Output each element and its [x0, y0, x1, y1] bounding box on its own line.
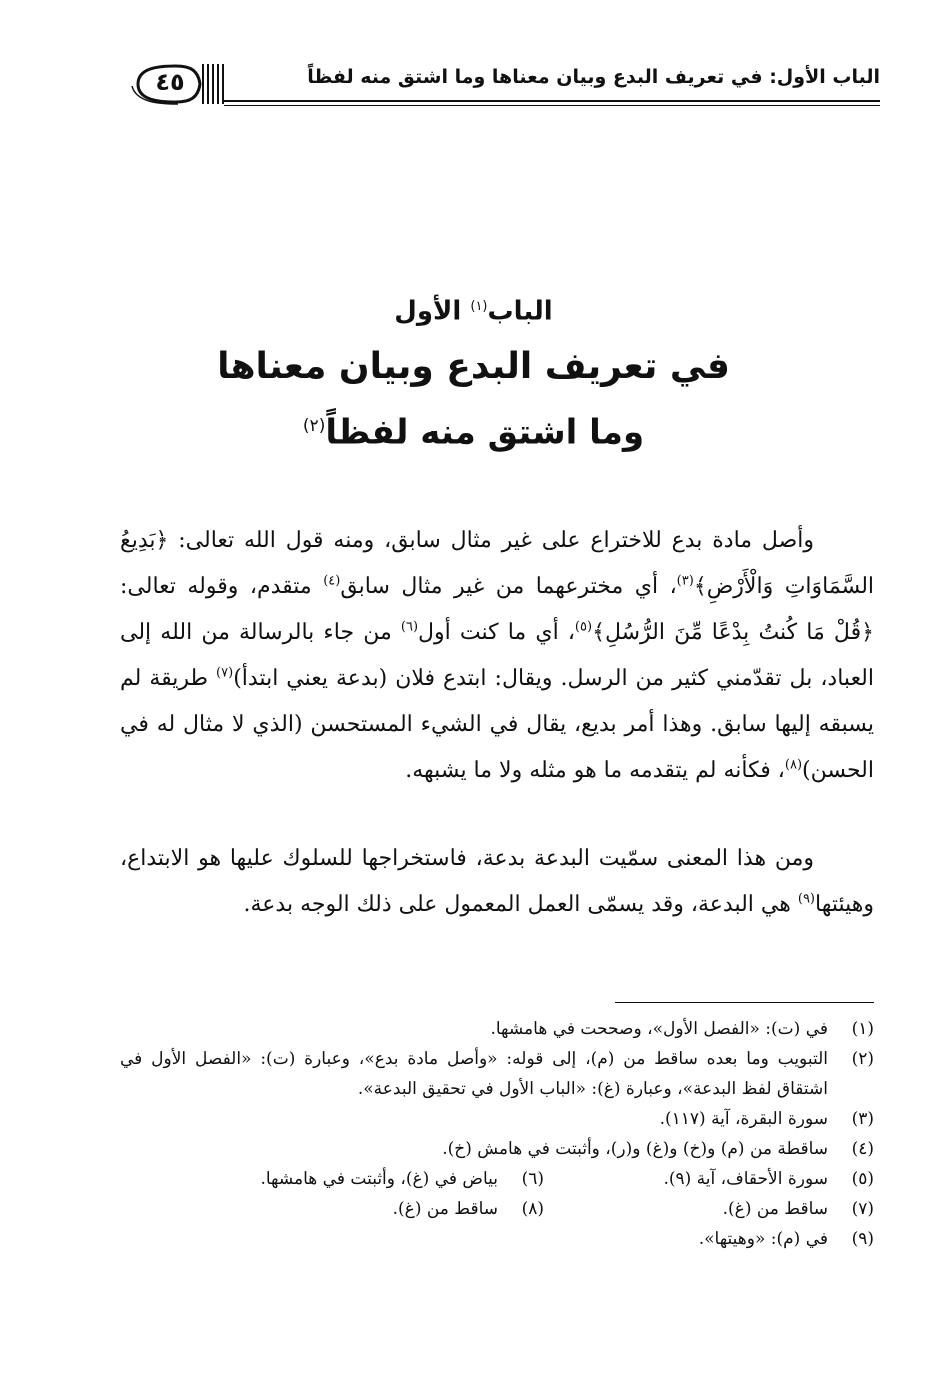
footnote-ref: (٨): [784, 757, 803, 773]
footnote-ref: (٥): [574, 619, 593, 635]
paragraph-2: ومن هذا المعنى سمّيت البدعة بدعة، فاستخراجها للسلوك عليها هو الابتداع، وهيئتها$^{(٩)}$ هي البدعة، وقد يسمّى العمل المعمول على ذلك الوجه بدعة.: [120, 846, 874, 917]
footnote-ref: (٧): [216, 665, 234, 681]
footnote-ref: (٩): [797, 891, 815, 907]
footnote-ref: (٦): [400, 619, 419, 635]
footnote-pair: [120, 1164, 874, 1194]
header-rule-thin: [224, 105, 880, 106]
footnote-ref: (٣): [676, 573, 694, 589]
footnote-ref: (٤): [323, 573, 341, 589]
footnote: (٧) ساقط من (غ).: [722, 1199, 874, 1219]
page-number: ٤٥: [155, 68, 185, 96]
footnote: (٥) سورة الأحقاف، آية (٩).: [663, 1169, 874, 1189]
chapter-title-line: وما اشتق منه لفظاً$^{(٢)}$: [302, 411, 645, 452]
page-header: [128, 62, 880, 106]
header-rule: [224, 100, 880, 102]
footnote: (١) في (ت): «الفصل الأول»، وصححت في هامشها.: [490, 1019, 874, 1039]
footnote-ref: (٢): [302, 415, 326, 436]
footnote-separator: [615, 1002, 874, 1003]
page-number-ornament: [128, 62, 224, 104]
footnote-pair: [120, 1194, 874, 1224]
footnotes: [120, 1014, 874, 1254]
footnote: (٩) في (م): «وهيتها».: [698, 1229, 874, 1249]
footnote: (٤) ساقطة من (م) و(خ) و(غ) و(ر)، وأثبتت في هامش (خ).: [442, 1139, 874, 1159]
footnote: (٨) ساقط من (غ).: [392, 1199, 544, 1219]
footnote: (٦) بياض في (غ)، وأثبتت في هامشها.: [260, 1169, 544, 1189]
footnote: (٣) سورة البقرة، آية (١١٧).: [659, 1109, 874, 1129]
chapter-label: الباب$^{(١)}$ الأول: [394, 296, 553, 327]
paragraph-1: وأصل مادة بدع للاختراع على غير مثال سابق، ومنه قول الله تعالى: ﴿بَدِيعُ السَّمَاوَاتِ وَالْأَرْضِ﴾$^{(٣)}$، أي مخترعهما من غير مثال سابق$^{(٤)}$ متقدم، وقوله تعالى: ﴿قُلْ مَا كُنتُ بِدْعًا مِّنَ الرُّسُلِ﴾$^{(٥)}$، أي ما كنت أول$^{(٦)}$ من جاء بالرسالة من الله إلى العباد، بل تقدّمني كثير من الرسل. ويقال: ابتدع فلان (بدعة يعني ابتدأ)$^{(٧)}$ طريقة لم يسبقه إليها سابق. وهذا أمر بديع، يقال في الشيء المستحسن (الذي لا مثال له في الحسن)$^{(٨)}$، فكأنه لم يتقدمه ما هو مثله ولا ما يشبهه.: [120, 528, 875, 783]
running-title: الباب الأول: في تعريف البدع وبيان معناها وما اشتق منه لفظاً: [307, 66, 880, 88]
footnote: (٢) التبويب وما بعده ساقط من (م)، إلى قوله: «وأصل مادة بدع»، وعبارة (ت): «الفصل الأول في اشتقاق لفظ البدعة»، وعبارة (غ): «الباب الأول في تحقيق البدعة».: [120, 1049, 874, 1099]
chapter-title: [0, 282, 947, 461]
chapter-title-line: في تعريف البدع وبيان معناها: [217, 345, 730, 387]
footnote-ref: (١): [470, 299, 488, 314]
